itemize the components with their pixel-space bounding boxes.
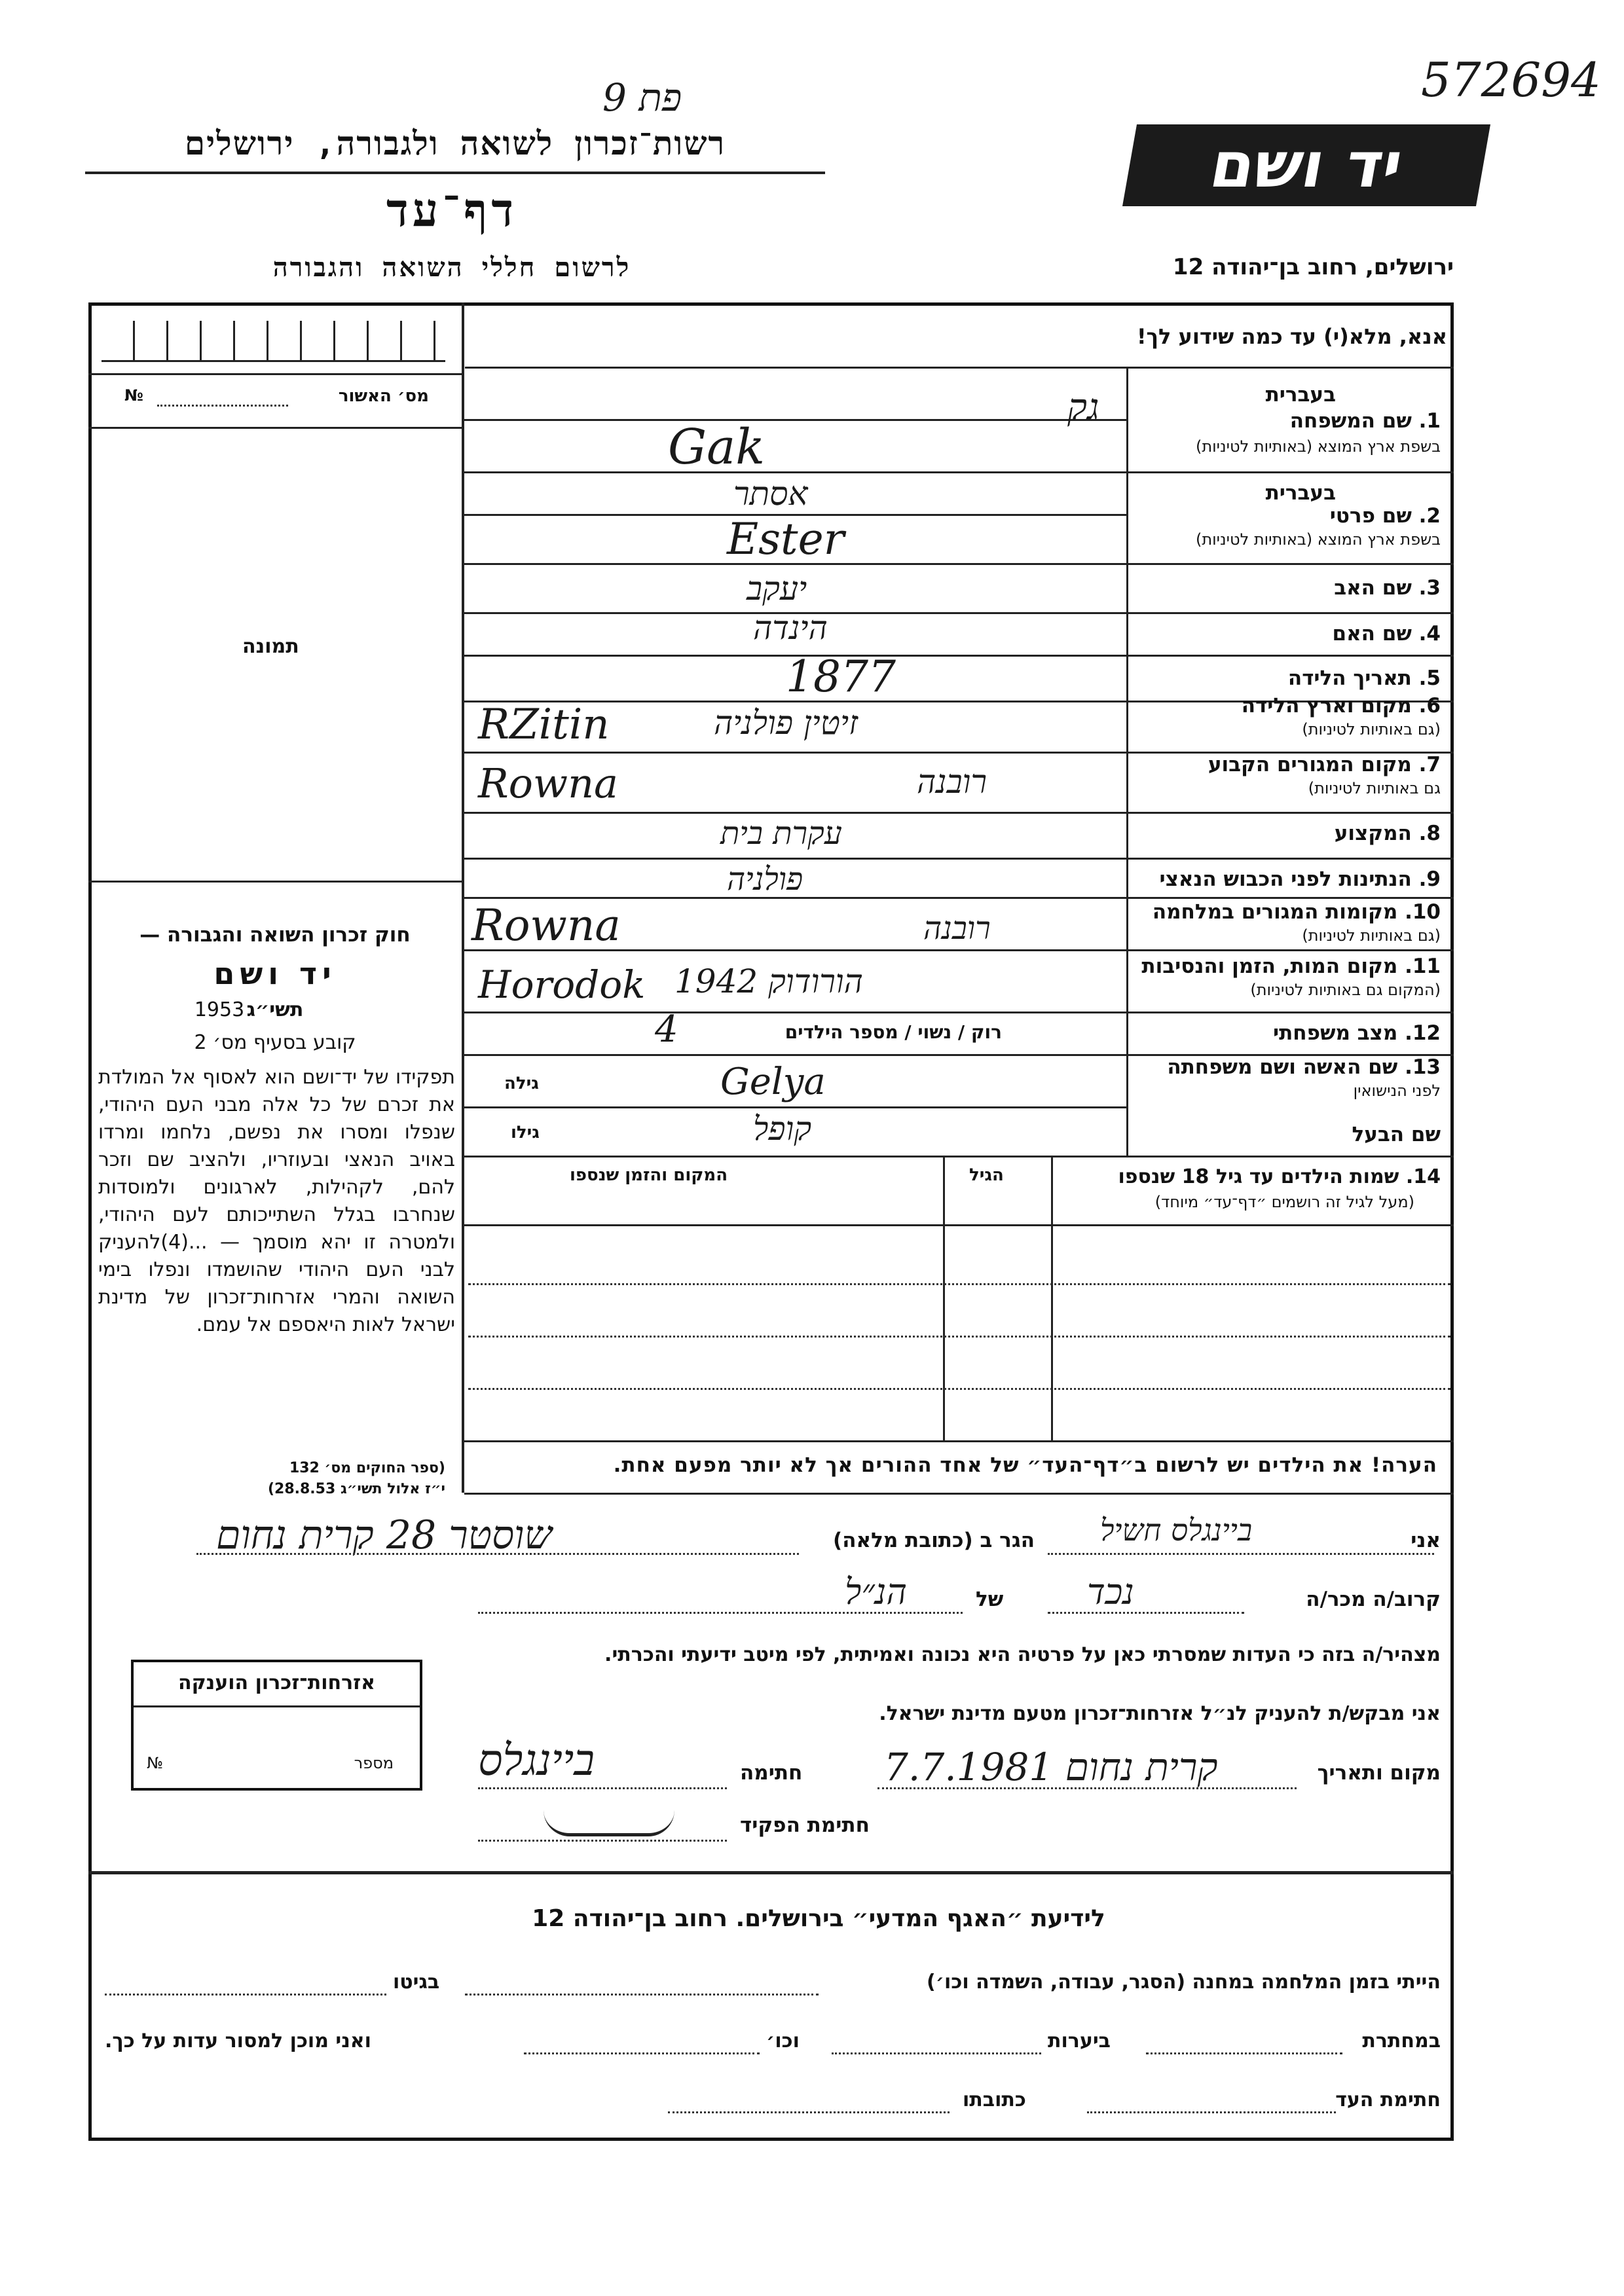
row-div-7 (1126, 812, 1454, 814)
f9-label: 9. הנתינות לפני הכבוש הנאצי (1159, 867, 1441, 891)
f11-heb-value[interactable]: הורודוק 1942 (674, 962, 863, 1000)
intro-text: אנא, מלא(י) עד כמה שידוע לך! (1136, 324, 1447, 349)
f5-label: 5. תאריך הלידה (1287, 666, 1441, 690)
f14-col-1 (1051, 1156, 1053, 1440)
f1-heb-value[interactable]: גק (1067, 386, 1099, 429)
val-div-o (464, 1106, 1126, 1108)
footer-line2-a: במחתרת (1362, 2030, 1441, 2052)
approval-bottom (88, 427, 464, 429)
f2-label: 2. שם פרטי (1329, 504, 1441, 528)
decl-officer-label: חתימת הפקיד (740, 1813, 870, 1837)
approval-no: № (124, 386, 143, 405)
label-column-divider (1126, 367, 1128, 1156)
decl-request: אני מבקש/ת להעניק לנ״ל אזרחות־זכרון מטעם מדינת ישראל. (879, 1702, 1441, 1725)
f6-label: 6. מקום וארץ הלידה (1241, 694, 1441, 718)
val-div-h (464, 752, 1126, 754)
f9-value[interactable]: פולניה (727, 861, 803, 898)
note-bottom (464, 1493, 1454, 1495)
decl-place-date-label: מקום ותאריך (1317, 1761, 1441, 1785)
intro-divider (465, 367, 1454, 369)
val-div-b (464, 471, 1126, 473)
f12-label: 12. מצב משפחתי (1272, 1021, 1441, 1045)
footer-line2-field-c[interactable] (524, 2052, 760, 2054)
f14-sub: (מעל לגיל זה רושמים ״דף־עד״ מיוחד) (1154, 1193, 1414, 1211)
decl-relative-label: קרוב/ה מכר/ה (1306, 1588, 1441, 1611)
footer-heading: לידיעת ״האגף המדעי״ בירושלים. רחוב בן־יהודה 12 (532, 1905, 1105, 1932)
logo-text: יד ושם (1204, 128, 1409, 202)
decl-lives-value[interactable]: שוסטר 28 קרית נחום (216, 1512, 552, 1558)
f2-heb-value[interactable]: אסתר (733, 475, 808, 513)
row-div-8 (1126, 858, 1454, 860)
law-ref-1: (ספר החוקים מס׳ 132 (289, 1460, 445, 1476)
form-subtitle: לרשום חללי השואה והגבורה (272, 253, 631, 283)
approval-ticks (101, 321, 445, 362)
f13-sub: לפני הנישואין (1353, 1082, 1441, 1100)
footer-line1-field-a[interactable] (465, 1994, 819, 1995)
row-div-11 (1126, 1011, 1454, 1013)
footer-line2-field-b[interactable] (832, 2052, 1041, 2054)
f1-sub: בשפת ארץ המוצא (באותיות לטיניות) (1196, 437, 1441, 456)
f14-line-2[interactable] (468, 1336, 1450, 1338)
law-year-heb: תשי״ג (246, 998, 304, 1021)
footer-line2-field-a[interactable] (1146, 2052, 1342, 2054)
law-ref-2: י״ז אלול תשי״ג 28.8.53) (267, 1481, 445, 1497)
f3-label: 3. שם האב (1334, 576, 1441, 600)
footer-line2-b: ביערות (1048, 2030, 1111, 2052)
decl-officer-signature (544, 1794, 674, 1836)
address: ירושלים, רחוב בן־יהודה 12 (1172, 254, 1454, 280)
decl-i-dots (1048, 1553, 1434, 1555)
footer-line3-a: חתימת העד (1335, 2088, 1441, 2111)
f12-value[interactable]: 4 (655, 1008, 678, 1051)
f14-line-1[interactable] (468, 1283, 1450, 1285)
f7-sub: גם באותיות לטיניות) (1308, 779, 1441, 797)
row-div-1 (1126, 471, 1454, 473)
logo (1122, 124, 1490, 206)
f2-sub: בשפת ארץ המוצא (באותיות לטיניות) (1196, 530, 1441, 549)
decl-place-date-value[interactable]: קרית נחום 7.7.1981 (884, 1745, 1218, 1789)
row-div-3 (1126, 612, 1454, 614)
decl-i-value[interactable]: ביינגלס חשיל (1100, 1512, 1253, 1548)
footer-line1-b: בגיטו (393, 1971, 440, 1994)
law-year: 1953 (194, 998, 245, 1021)
val-div-n (464, 1054, 1126, 1056)
f6-lat-value[interactable]: RZitin (478, 701, 610, 749)
form-title: דף־עד (386, 183, 517, 237)
authority-line: רשות־זכרון לשואה ולגבורה, ירושלים (184, 124, 726, 162)
file-mark: פת 9 (602, 75, 682, 120)
footer-line1-field-b[interactable] (105, 1994, 386, 1995)
f4-label: 4. שם האם (1332, 622, 1441, 646)
f3-value[interactable]: יעקב (747, 570, 807, 608)
law-body: תפקידו של יד־ושם הוא לאסוף אל המולדת את זכרם של כל אלה מבני העם היהודי, שנפלו ומסרו את נפשם, נלחמו ומרדו באויב הנאצי ובעוזריו, ולהציב שם וזכר להם, לקהילות, לארגונים ולמוסדות שנחרבו בגלל השתייכותם לעם היהודי, ולמטרה זו יהא מוסמך — ...(4)להעניק לבני העם היהודי שהושמדו ונפלו בימי השואה והמרי אזרחות־זכרון של מדינת ישראל לאות היאספם אל עמם. (98, 1066, 455, 1336)
law-name: יד ושם (213, 956, 337, 991)
decl-lives-dots (196, 1553, 799, 1555)
f1-label: 1. שם המשפחה (1289, 409, 1441, 433)
citizenship-box (131, 1660, 422, 1791)
husband-label: שם הבעל (1352, 1123, 1441, 1146)
f12-options: רוק / נשוי / מספר הילדים (784, 1021, 1002, 1043)
photo-label: תמונה (242, 635, 299, 658)
citizenship-divider (134, 1705, 420, 1707)
decl-lives-label: הגר ב (כתובת מלאה) (833, 1529, 1035, 1552)
f10-heb-value[interactable]: רובנה (923, 910, 991, 947)
f5-value[interactable]: 1877 (786, 651, 896, 702)
decl-signature-value[interactable]: ביינגלס (478, 1735, 595, 1785)
law-section: קובע בסעיף מס׳ 2 (194, 1031, 356, 1054)
approval-field[interactable] (157, 405, 288, 407)
decl-of-value[interactable]: הנ״ל (845, 1571, 907, 1613)
footer-line2-c: וכו׳ (766, 2030, 800, 2052)
row-div-9 (1126, 897, 1454, 899)
val-div-j (464, 858, 1126, 860)
decl-of-label: של (976, 1588, 1004, 1611)
law-heading: חוק זכרון השואה והגבורה — (139, 923, 411, 947)
f14-bottom (464, 1440, 1454, 1442)
decl-officer-dots (478, 1840, 727, 1842)
footer-line3-field-b[interactable] (668, 2111, 950, 2113)
decl-relative-value[interactable]: נכד (1087, 1571, 1134, 1613)
f8-value[interactable]: עקרת בית (720, 815, 842, 852)
decl-relative-dots (1048, 1612, 1244, 1614)
decl-declares: מצהיר/ה בזה כי העדות שמסרתי כאן על פרטיה היא נכונה ואמיתית, לפי מיטב ידיעתי והכרתי. (604, 1643, 1441, 1666)
f14-col-place: המקום והזמן שנספו (570, 1165, 728, 1185)
row-div-4 (1126, 655, 1454, 657)
footer-divider (88, 1871, 1454, 1874)
f7-label: 7. מקום המגורים הקבוע (1208, 753, 1441, 776)
f1-heb-tag: בעברית (1265, 383, 1336, 407)
f4-value[interactable]: הינדה (753, 609, 828, 647)
citizenship-no: № (147, 1754, 163, 1772)
f2-lat-value[interactable]: Ester (727, 514, 845, 564)
f7-lat-value[interactable]: Rowna (478, 759, 618, 807)
f6-sub: (גם באותיות לטיניות) (1302, 720, 1441, 738)
f14-col-age: הגיל (969, 1165, 1004, 1185)
authority-underline (85, 172, 825, 174)
f6-heb-value[interactable]: זיטין פולניה (714, 704, 858, 742)
val-div-p (464, 1156, 1454, 1157)
husband-age-label: גילו (511, 1123, 540, 1142)
f10-sub: (גם באותיות לטיניות) (1302, 926, 1441, 945)
citizenship-number-label: מספר (354, 1754, 394, 1772)
footer-line3-b: כתובתו (963, 2088, 1026, 2111)
decl-signature-label: חתימה (740, 1761, 803, 1785)
val-div-i (464, 812, 1126, 814)
page-number: 572694 (1421, 52, 1601, 107)
val-div-a (464, 419, 1126, 421)
f7-heb-value[interactable]: רובנה (917, 763, 987, 801)
f11-label: 11. מקום המות, הזמן והנסיבות (1141, 955, 1441, 978)
photo-bottom (88, 881, 464, 883)
f13-label: 13. שם האשה ושם משפחתה (1167, 1055, 1441, 1079)
f11-sub: (המקום גם באותיות לטיניות) (1250, 981, 1441, 999)
f13-value[interactable]: Gelya (720, 1061, 826, 1103)
f11-lat-value[interactable]: Horodok (478, 962, 646, 1007)
row-div-10 (1126, 949, 1454, 951)
note: הערה! את הילדים יש לרשום ב״דף־העד״ של אחד ההורים אך לא יותר מפעם אחת. (613, 1453, 1437, 1477)
husband-value[interactable]: קופל (753, 1110, 812, 1148)
f10-lat-value[interactable]: Rowna (471, 900, 621, 951)
val-div-m (464, 1011, 1126, 1013)
footer-line3-field-a[interactable] (1087, 2111, 1336, 2113)
footer-line1-a: הייתי בזמן המלחמה במחנה (הסגר, עבודה, השמדה וכו׳) (927, 1971, 1441, 1994)
row-div-2 (1126, 563, 1454, 565)
decl-of-dots (478, 1612, 963, 1614)
f14-label: 14. שמות הילדים עד גיל 18 שנספו (1118, 1165, 1441, 1188)
decl-signature-dots (478, 1787, 727, 1789)
f14-row-1 (464, 1224, 1454, 1226)
citizenship-title: אזרחות־זכרון הוענקה (177, 1671, 376, 1694)
decl-place-date-dots (877, 1787, 1297, 1789)
f8-label: 8. המקצוע (1334, 822, 1441, 845)
approval-label: מס׳ האשור (338, 386, 429, 406)
decl-i-label: אני (1411, 1529, 1441, 1552)
f14-col-2 (943, 1156, 945, 1440)
f1-lat-value[interactable]: Gak (668, 419, 766, 475)
f10-label: 10. מקומות המגורים במלחמה (1152, 900, 1441, 924)
footer-line2-d: ואני מוכן למסור עדות על כך. (105, 2030, 371, 2052)
approval-divider (88, 373, 464, 375)
f2-heb-tag: בעברית (1265, 481, 1336, 505)
f13-age-label: גילה (504, 1074, 539, 1093)
f14-line-3[interactable] (468, 1388, 1450, 1390)
